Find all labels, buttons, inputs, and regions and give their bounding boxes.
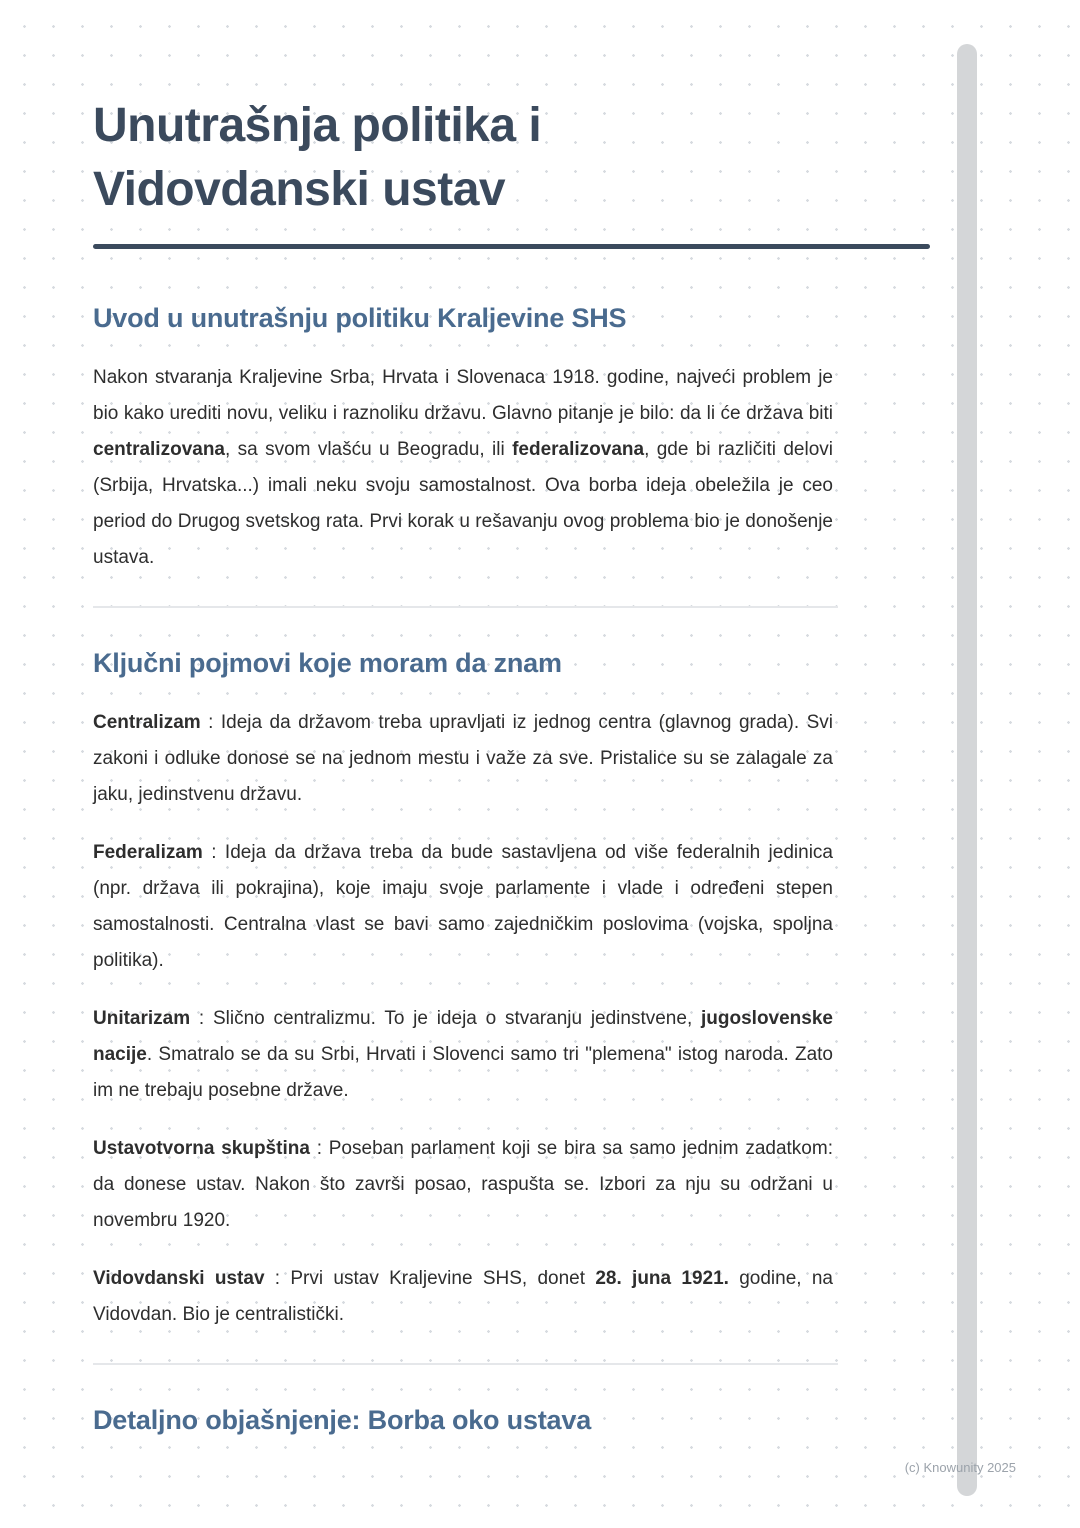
section-key-terms-paragraphs	[93, 705, 930, 1333]
section-divider	[93, 1363, 838, 1365]
section-detailed-explanation	[93, 1403, 930, 1437]
section-intro-heading: Uvod u unutrašnju politiku Kraljevine SHS	[93, 303, 627, 333]
section-intro	[93, 301, 930, 576]
text-run: godine, na Vidovdan. Bio je centralistički.	[93, 1268, 833, 1325]
section-key-terms-heading: Ključni pojmovi koje moram da znam	[93, 648, 562, 678]
bold-term: Unitarizam	[93, 1008, 191, 1029]
paragraph	[93, 835, 833, 979]
section-detailed-heading: Detaljno objašnjenje: Borba oko ustava	[93, 1405, 592, 1435]
paragraph	[93, 1261, 833, 1333]
bold-term: federalizovana	[512, 439, 645, 460]
text-run: Nakon stvaranja Kraljevine Srba, Hrvata i Slovenaca 1918. godine, najveći problem je bio kako urediti novu, veliku i raznoliku državu. Glavno pitanje je bilo: da li će država biti	[93, 367, 833, 424]
document-content	[93, 94, 930, 1462]
bold-term: centralizovana	[93, 439, 225, 460]
bold-term: Ustavotvorna skupština	[93, 1138, 310, 1159]
paragraph	[93, 705, 833, 813]
text-run: . Smatralo se da su Srbi, Hrvati i Slovenci samo tri "plemena" istog naroda. Zato im ne trebaju posebne države.	[93, 1044, 833, 1101]
bold-term: jugoslovenske nacije	[93, 1008, 833, 1065]
copyright-footer: (c) Knowunity 2025	[904, 1460, 1016, 1475]
text-run: : Ideja da državom treba upravljati iz jednog centra (glavnog grada). Svi zakoni i odluke donose se na jednom mestu i važe za sve. Pristalice su se zalagale za jaku, jedinstvenu državu.	[93, 712, 833, 805]
title-rule	[93, 244, 930, 249]
section-divider	[93, 606, 838, 608]
section-intro-paragraphs	[93, 360, 930, 576]
paragraph	[93, 1131, 833, 1239]
text-run: : Ideja da država treba da bude sastavljena od više federalnih jedinica (npr. država ili pokrajina), koje imaju svoje parlamente i vlade i određeni stepen samostalnosti. Centralna vlast se bavi samo zajedničkim poslovima (vojska, spoljna politika).	[93, 842, 833, 971]
bold-term: Vidovdanski ustav	[93, 1268, 265, 1289]
bold-term: Centralizam	[93, 712, 201, 733]
text-run: , sa svom vlašću u Beogradu, ili	[225, 439, 513, 460]
bold-term: 28. juna 1921.	[595, 1268, 729, 1289]
document-title: Unutrašnja politika i Vidovdanski ustav	[93, 99, 542, 216]
paragraph	[93, 1001, 833, 1109]
text-run: : Poseban parlament koji se bira sa samo jednim zadatkom: da donese ustav. Nakon što završi posao, raspušta se. Izbori za nju su održani u novembru 1920.	[93, 1138, 833, 1231]
scrollbar-thumb[interactable]	[957, 44, 977, 1496]
text-run: , gde bi različiti delovi (Srbija, Hrvatska...) imali neku svoju samostalnost. Ova borba ideja obeležila je ceo period do Drugog svetskog rata. Prvi korak u rešavanju ovog problema bio je donošenje ustava.	[93, 439, 833, 568]
paragraph	[93, 360, 833, 576]
text-run: : Prvi ustav Kraljevine SHS, donet	[264, 1268, 596, 1289]
bold-term: Federalizam	[93, 842, 203, 863]
section-key-terms	[93, 646, 930, 1333]
text-run: : Slično centralizmu. To je ideja o stvaranju jedinstvene,	[190, 1008, 701, 1029]
